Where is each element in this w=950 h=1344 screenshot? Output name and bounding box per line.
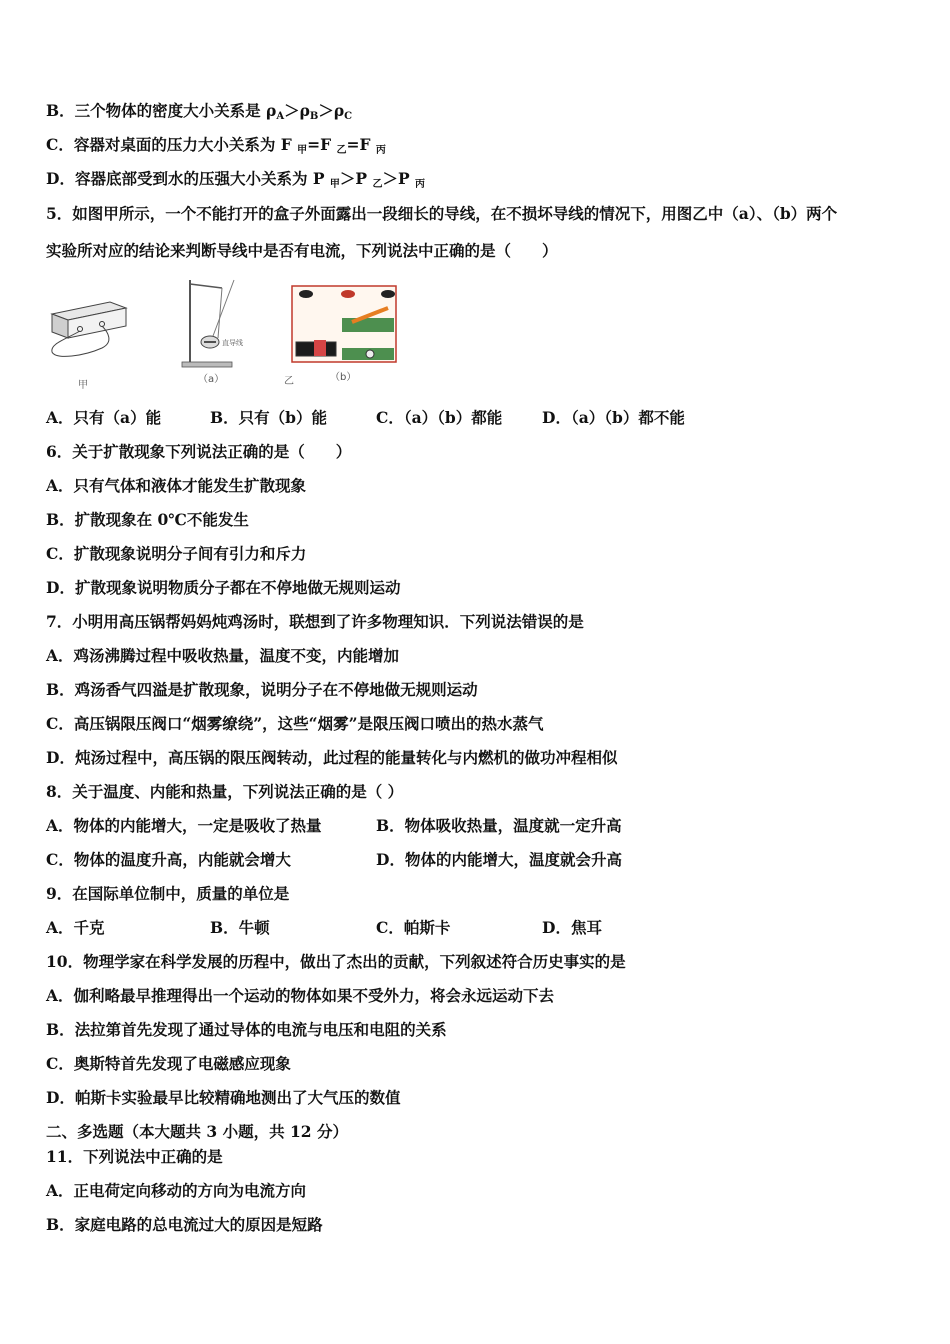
q10-option-b: B．法拉第首先发现了通过导体的电流与电压和电阻的关系 bbox=[46, 1020, 447, 1039]
q5-figure-label-jia: 甲 bbox=[78, 380, 88, 391]
q9-option-d: D．焦耳 bbox=[542, 918, 602, 937]
q10-option-a: A．伽利略最早推理得出一个运动的物体如果不受外力，将会永远运动下去 bbox=[46, 986, 555, 1005]
q8-stem: 8．关于温度、内能和热量，下列说法正确的是（ ） bbox=[46, 782, 404, 801]
q10-option-d: D．帕斯卡实验最早比较精确地测出了大气压的数值 bbox=[46, 1088, 401, 1107]
q11-stem: 11．下列说法中正确的是 bbox=[46, 1147, 223, 1166]
q6-option-a: A．只有气体和液体才能发生扩散现象 bbox=[46, 476, 307, 495]
q6-option-b: B．扩散现象在 0℃不能发生 bbox=[46, 510, 249, 529]
q5-option-d: D．（a）（b）都不能 bbox=[542, 408, 685, 427]
q8-option-b: B．物体吸收热量，温度就一定升高 bbox=[376, 816, 622, 835]
q9-stem: 9．在国际单位制中，质量的单位是 bbox=[46, 884, 290, 903]
q5-stem-line2: 实验所对应的结论来判断导线中是否有电流，下列说法中正确的是（ ） bbox=[46, 241, 558, 260]
q4-option-b: B．三个物体的密度大小关系是 $\rho_A>\rho_B>\rho_C$ bbox=[46, 101, 353, 122]
q5-figure-label-a: （a） bbox=[198, 374, 225, 385]
q5-figure-label-b: （b） bbox=[330, 372, 357, 383]
q4-option-c: C．容器对桌面的压力大小关系为 F $_甲$=F $_乙$=F $_丙$ bbox=[46, 135, 386, 156]
q5-option-c: C．（a）（b）都能 bbox=[376, 408, 503, 427]
q5-stem-line1: 5．如图甲所示，一个不能打开的盒子外面露出一段细长的导线，在不损坏导线的情况下，用图乙中（a）、（b）两个 bbox=[46, 204, 838, 223]
q6-option-d: D．扩散现象说明物质分子都在不停地做无规则运动 bbox=[46, 578, 401, 597]
section2-title: 二、多选题（本大题共 3 小题，共 12 分） bbox=[46, 1122, 348, 1141]
q7-stem: 7．小明用高压锅帮妈妈炖鸡汤时，联想到了许多物理知识．下列说法错误的是 bbox=[46, 612, 584, 631]
q5-option-a: A．只有（a）能 bbox=[46, 408, 162, 427]
q10-stem: 10．物理学家在科学发展的历程中，做出了杰出的贡献，下列叙述符合历史事实的是 bbox=[46, 952, 626, 971]
q4-option-d: D．容器底部受到水的压强大小关系为 P $_甲$＞P $_乙$＞P $_丙$ bbox=[46, 169, 426, 190]
q5-figure-b bbox=[280, 278, 402, 388]
q11-option-a: A．正电荷定向移动的方向为电流方向 bbox=[46, 1181, 307, 1200]
q5-option-b: B．只有（b）能 bbox=[210, 408, 327, 427]
q11-option-b: B．家庭电路的总电流过大的原因是短路 bbox=[46, 1215, 323, 1234]
q5-figure-a bbox=[176, 274, 256, 388]
q9-option-b: B．牛顿 bbox=[210, 918, 270, 937]
q6-stem: 6．关于扩散现象下列说法正确的是（ ） bbox=[46, 442, 352, 461]
q9-option-a: A．千克 bbox=[46, 918, 105, 937]
q7-option-b: B．鸡汤香气四溢是扩散现象，说明分子在不停地做无规则运动 bbox=[46, 680, 478, 699]
q8-option-d: D．物体的内能增大，温度就会升高 bbox=[376, 850, 622, 869]
q8-option-a: A．物体的内能增大，一定是吸收了热量 bbox=[46, 816, 322, 835]
q5-figure-jia bbox=[44, 292, 134, 392]
q8-option-c: C．物体的温度升高，内能就会增大 bbox=[46, 850, 291, 869]
q10-option-c: C．奥斯特首先发现了电磁感应现象 bbox=[46, 1054, 291, 1073]
q7-option-d: D．炖汤过程中，高压锅的限压阀转动，此过程的能量转化与内燃机的做功冲程相似 bbox=[46, 748, 618, 767]
q6-option-c: C．扩散现象说明分子间有引力和斥力 bbox=[46, 544, 307, 563]
q9-option-c: C．帕斯卡 bbox=[376, 918, 451, 937]
q7-option-c: C．高压锅限压阀口“烟雾缭绕”，这些“烟雾”是限压阀口喷出的热水蒸气 bbox=[46, 714, 544, 733]
q5-figure-wire-label: 直导线 bbox=[222, 339, 243, 347]
q7-option-a: A．鸡汤沸腾过程中吸收热量，温度不变，内能增加 bbox=[46, 646, 400, 665]
q5-figure-label-yi: 乙 bbox=[284, 376, 294, 387]
